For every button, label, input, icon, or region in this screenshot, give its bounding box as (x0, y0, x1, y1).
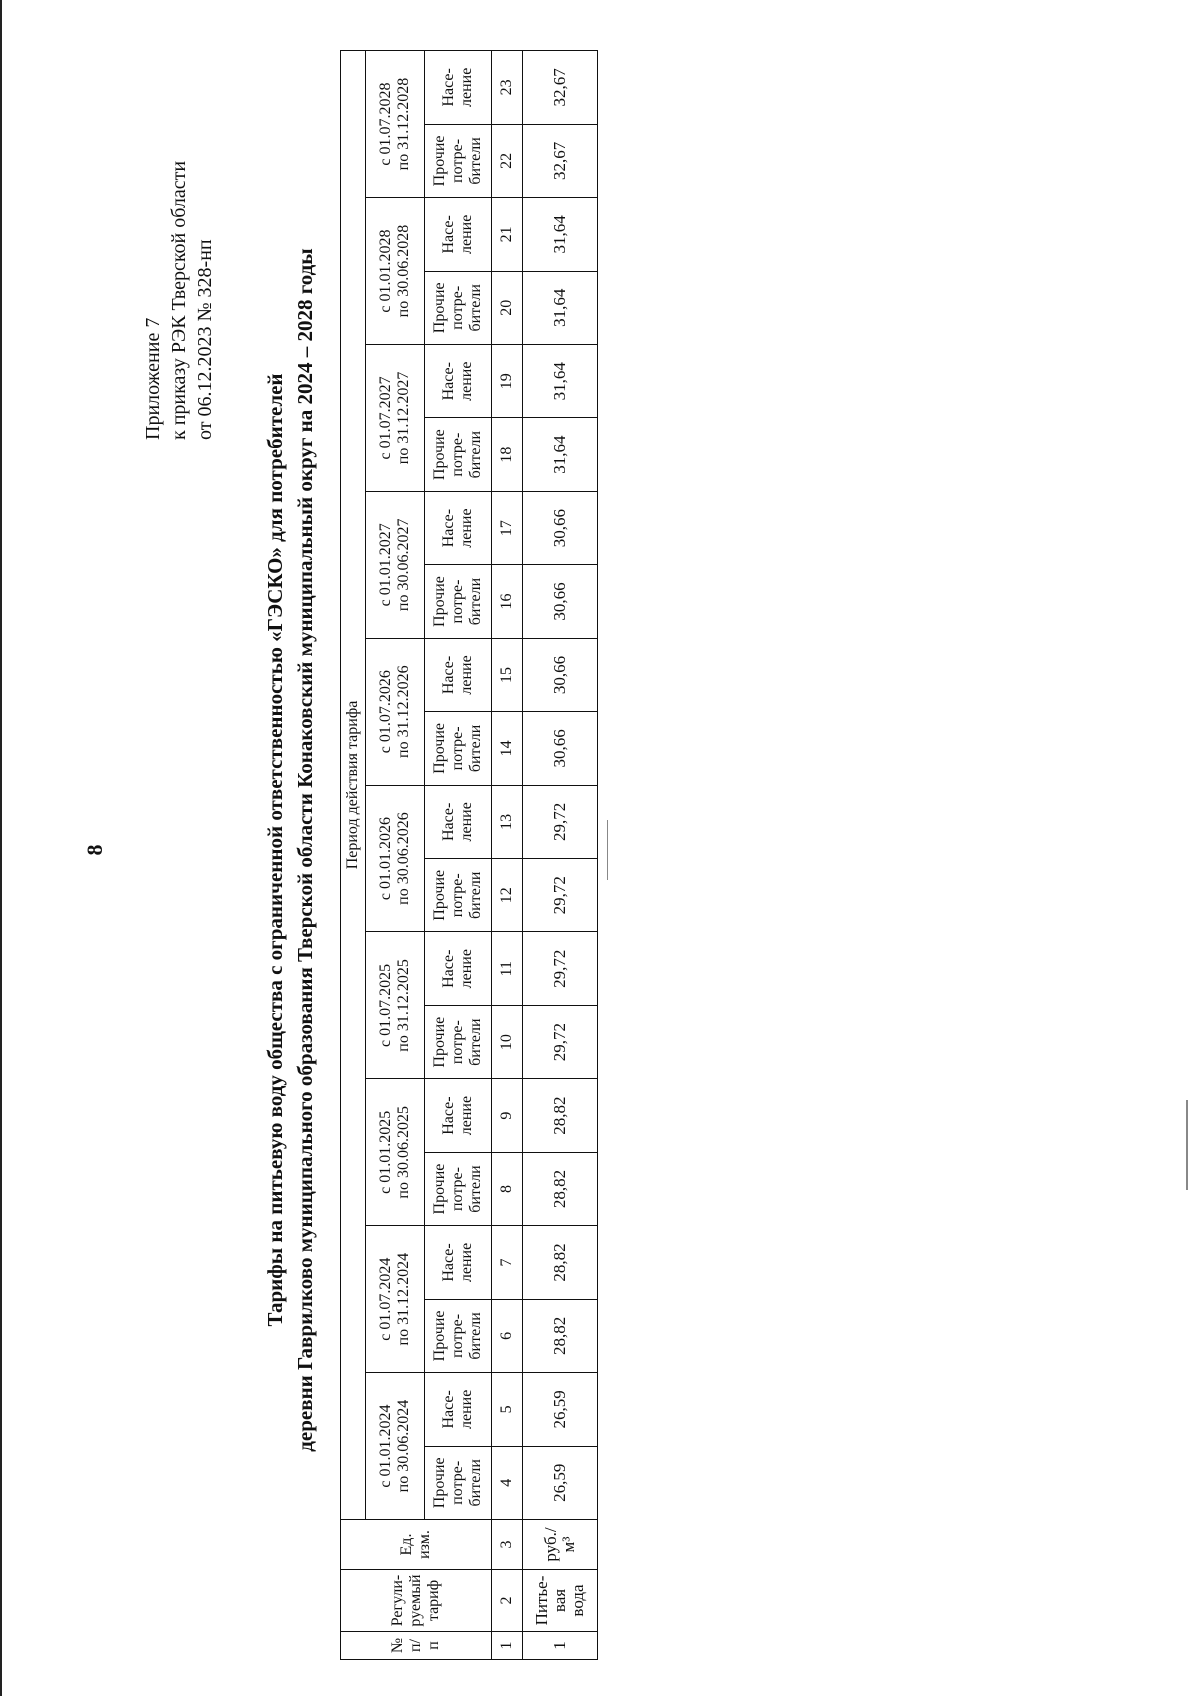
period-cell: с 01.01.2027 по 30.06.2027 (366, 491, 425, 638)
subheader-other: Прочие потре- бители (425, 859, 492, 932)
subheader-population: Насе- ление (425, 198, 492, 271)
rotated-page (10, 20, 1170, 1680)
row-tariff: Питье- вая вода (523, 1570, 598, 1632)
column-number: 16 (492, 565, 523, 638)
tariff-value: 30,66 (523, 565, 598, 638)
title-line: деревни Гаврилково муниципального образования Тверской области Конаковский муниципальный округ на 2024 – 2028 годы (293, 248, 317, 1452)
tariff-value: 29,72 (523, 1005, 598, 1078)
header-no: № п/ п (341, 1632, 492, 1660)
tariff-value: 32,67 (523, 124, 598, 197)
tariff-value: 28,82 (523, 1226, 598, 1299)
column-number: 18 (492, 418, 523, 491)
column-number: 13 (492, 785, 523, 858)
subheader-other: Прочие потре- бители (425, 1152, 492, 1225)
column-number: 11 (492, 932, 523, 1005)
column-number: 3 (492, 1520, 523, 1570)
period-cell: с 01.07.2024 по 31.12.2024 (366, 1226, 425, 1373)
column-number: 4 (492, 1446, 523, 1519)
period-cell: с 01.01.2025 по 30.06.2025 (366, 1079, 425, 1226)
header-tariff: Регули- руемый тариф (341, 1570, 492, 1632)
period-cell: с 01.01.2028 по 30.06.2028 (366, 198, 425, 345)
appendix-note (140, 161, 218, 440)
period-cell: с 01.07.2026 по 31.12.2026 (366, 638, 425, 785)
tariff-value: 26,59 (523, 1373, 598, 1446)
title-line: Тарифы на питьевую воду общества с ограниченной ответственностью «ГЭСКО» для потребителей (263, 373, 287, 1327)
tariff-value: 31,64 (523, 345, 598, 418)
subheader-population: Насе- ление (425, 638, 492, 711)
subheader-other: Прочие потре- бители (425, 565, 492, 638)
row-no: 1 (523, 1632, 598, 1660)
tariff-value: 30,66 (523, 712, 598, 785)
row-unit: руб./м³ (523, 1520, 598, 1570)
column-number: 20 (492, 271, 523, 344)
subheader-population: Насе- ление (425, 51, 492, 125)
column-number: 22 (492, 124, 523, 197)
column-number: 2 (492, 1570, 523, 1632)
period-cell: с 01.07.2028 по 31.12.2028 (366, 51, 425, 198)
tariff-value: 31,64 (523, 271, 598, 344)
tariff-value: 31,64 (523, 418, 598, 491)
column-number: 12 (492, 859, 523, 932)
subheader-population: Насе- ление (425, 785, 492, 858)
page-number: 8 (82, 844, 107, 856)
tariff-value: 29,72 (523, 785, 598, 858)
header-unit: Ед. изм. (341, 1520, 492, 1570)
period-cell: с 01.01.2026 по 30.06.2026 (366, 785, 425, 932)
subheader-population: Насе- ление (425, 491, 492, 564)
column-number: 19 (492, 345, 523, 418)
period-cell: с 01.07.2025 по 31.12.2025 (366, 932, 425, 1079)
column-number: 15 (492, 638, 523, 711)
tariff-value: 30,66 (523, 638, 598, 711)
appendix-line: к приказу РЭК Тверской области (168, 160, 190, 440)
subheader-population: Насе- ление (425, 1373, 492, 1446)
period-cell: с 01.01.2024 по 30.06.2024 (366, 1373, 425, 1520)
scan-speck (1186, 1100, 1188, 1190)
tariff-table (340, 50, 598, 1660)
column-number: 14 (492, 712, 523, 785)
column-number: 21 (492, 198, 523, 271)
header-period: Период действия тарифа (341, 51, 366, 1520)
column-number: 6 (492, 1299, 523, 1372)
tariff-value: 28,82 (523, 1079, 598, 1152)
column-number: 9 (492, 1079, 523, 1152)
column-number: 23 (492, 51, 523, 125)
subheader-population: Насе- ление (425, 1226, 492, 1299)
subheader-population: Насе- ление (425, 345, 492, 418)
column-number: 5 (492, 1373, 523, 1446)
tariff-value: 28,82 (523, 1152, 598, 1225)
tariff-value: 29,72 (523, 859, 598, 932)
tariff-value: 29,72 (523, 932, 598, 1005)
subheader-other: Прочие потре- бители (425, 271, 492, 344)
subheader-other: Прочие потре- бители (425, 124, 492, 197)
column-number: 1 (492, 1632, 523, 1660)
tariff-value: 32,67 (523, 51, 598, 125)
scan-edge (0, 0, 2, 1696)
subheader-population: Насе- ление (425, 932, 492, 1005)
column-number: 10 (492, 1005, 523, 1078)
column-number: 7 (492, 1226, 523, 1299)
tariff-value: 28,82 (523, 1299, 598, 1372)
tariff-value: 30,66 (523, 491, 598, 564)
document-title (260, 60, 320, 1640)
subheader-other: Прочие потре- бители (425, 712, 492, 785)
period-cell: с 01.07.2027 по 31.12.2027 (366, 345, 425, 492)
tariff-value: 26,59 (523, 1446, 598, 1519)
appendix-line: Приложение 7 (142, 317, 164, 440)
subheader-other: Прочие потре- бители (425, 1299, 492, 1372)
column-number: 17 (492, 491, 523, 564)
subheader-other: Прочие потре- бители (425, 1446, 492, 1519)
appendix-line: от 06.12.2023 № 328-нп (194, 239, 216, 440)
subheader-other: Прочие потре- бители (425, 1005, 492, 1078)
subheader-population: Насе- ление (425, 1079, 492, 1152)
tariff-value: 31,64 (523, 198, 598, 271)
subheader-other: Прочие потре- бители (425, 418, 492, 491)
column-number: 8 (492, 1152, 523, 1225)
